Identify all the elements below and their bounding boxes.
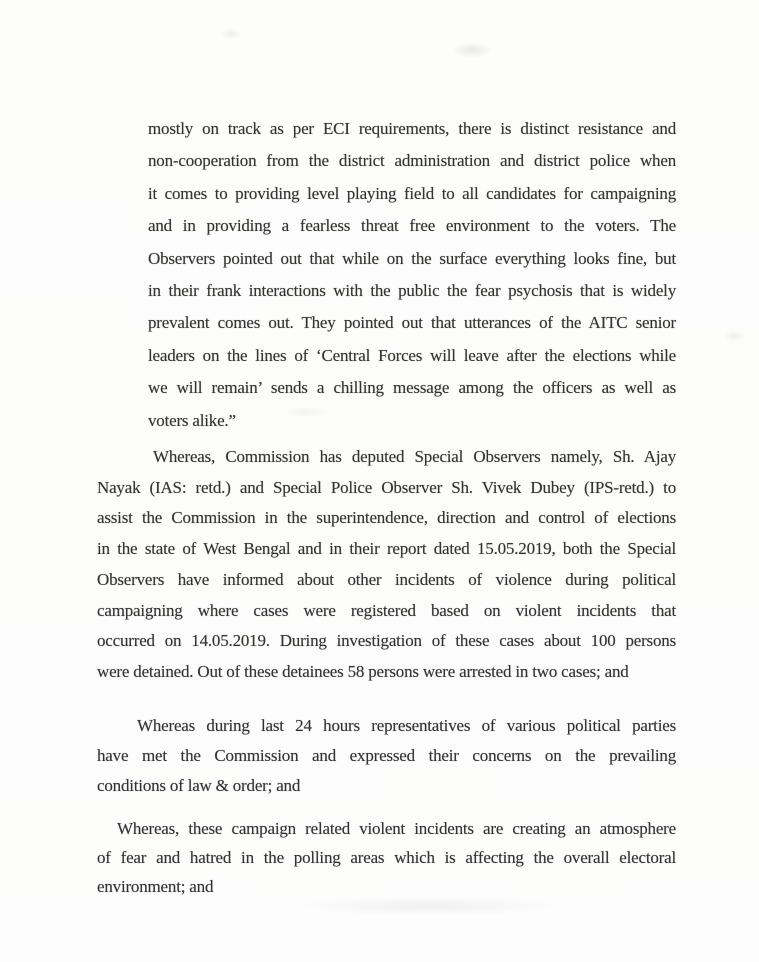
text-line: it comes to providing level playing field to all candidates for campaigning [148,183,676,203]
text-line: Nayak (IAS: retd.) and Special Police Observer Sh. Vivek Dubey (IPS-retd.) to [97,477,676,497]
text-line: of fear and hatred in the polling areas which is affecting the overall electoral [97,848,676,867]
text-line: Observers pointed out that while on the surface everything looks fine, but [148,248,676,268]
text-line: we will remain’ sends a chilling message among the officers as well as [148,378,676,398]
text-line: in the state of West Bengal and in their report dated 15.05.2019, both the Special [97,539,676,559]
paragraph-whereas-political-parties [97,711,676,801]
paragraph-whereas-campaign-incidents [97,814,676,901]
text-line: leaders on the lines of ‘Central Forces will leave after the elections while [148,345,676,365]
text-line: and in providing a fearless threat free environment to the voters. The [148,216,676,236]
text-line: voters alike.” [148,410,236,430]
text-line: occurred on 14.05.2019. During investigation of these cases about 100 persons [97,631,676,651]
text-line: assist the Commission in the superintendence, direction and control of elections [97,508,676,528]
text-line: environment; and [97,877,214,896]
text-line: Whereas, these campaign related violent incidents are creating an atmosphere [117,819,676,838]
text-line: conditions of law & order; and [97,776,301,795]
scan-smudge [452,42,492,58]
text-line: have met the Commission and expressed their concerns on the prevailing [97,746,676,765]
paragraph-quoted-extract [148,113,676,437]
text-line: campaigning where cases were registered based on violent incidents that [97,600,676,620]
scan-smudge [724,330,744,342]
text-line: Whereas during last 24 hours representatives of various political parties [137,716,676,735]
scan-smudge [220,28,242,40]
text-line: non-cooperation from the district administration and district police when [148,151,676,171]
text-line: Whereas, Commission has deputed Special Observers namely, Sh. Ajay [153,447,676,466]
text-line: prevalent comes out. They pointed out that utterances of the AITC senior [148,313,676,333]
text-line: Observers have informed about other incidents of violence during political [97,569,676,589]
text-line: in their frank interactions with the public the fear psychosis that is widely [148,281,676,301]
paragraph-whereas-special-observers [97,442,676,688]
text-line: were detained. Out of these detainees 58 persons were arrested in two cases; and [97,661,629,681]
text-line: mostly on track as per ECI requirements, there is distinct resistance and [148,119,676,138]
